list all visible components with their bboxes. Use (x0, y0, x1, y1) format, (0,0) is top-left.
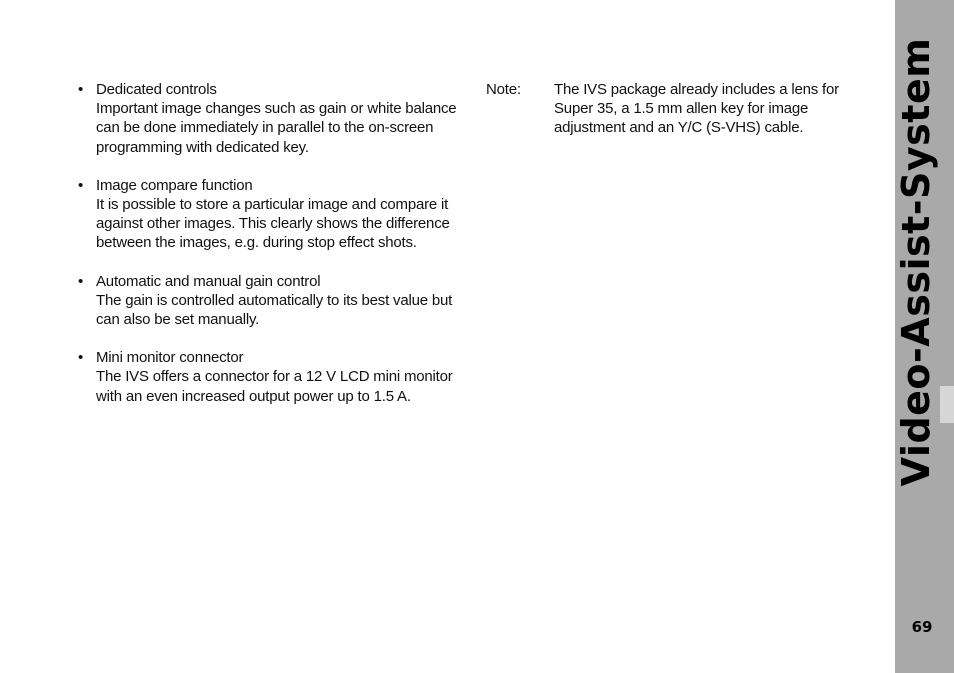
feature-item-gain-control (78, 272, 474, 330)
feature-description: It is possible to store a particular image and compare it against other images. This clearly shows the difference between the images, e.g. during stop effect shots. (96, 196, 450, 252)
feature-item-image-compare (78, 176, 474, 253)
bullet-icon: • (78, 349, 84, 367)
feature-description: Important image changes such as gain or white balance can be done immediately in parallel to the on-screen programming with dedicated key. (96, 100, 457, 156)
note-text: The IVS package already includes a lens for Super 35, a 1.5 mm allen key for image adjustment and an Y/C (S-VHS) cable. (554, 81, 839, 137)
note-label: Note: (486, 81, 521, 98)
feature-list (78, 80, 474, 425)
feature-description: The gain is controlled automatically to its best value but can also be set manually. (96, 291, 453, 329)
bullet-icon: • (78, 272, 84, 290)
feature-item-dedicated-controls (78, 80, 474, 157)
bullet-icon: • (78, 176, 84, 194)
bullet-icon: • (78, 81, 84, 98)
page-number: 69 (911, 618, 933, 636)
chapter-tab-marker (940, 386, 954, 423)
feature-title: Image compare function (96, 176, 253, 194)
feature-description: The IVS offers a connector for a 12 V LCD mini monitor with an even increased output power up to 1.5 A. (96, 368, 453, 405)
chapter-title: Video-Assist-System (894, 37, 938, 487)
feature-title: Mini monitor connector (96, 349, 244, 367)
feature-title: Automatic and manual gain control (96, 272, 321, 290)
feature-item-mini-monitor (78, 348, 474, 406)
feature-title: Dedicated controls (96, 81, 217, 98)
